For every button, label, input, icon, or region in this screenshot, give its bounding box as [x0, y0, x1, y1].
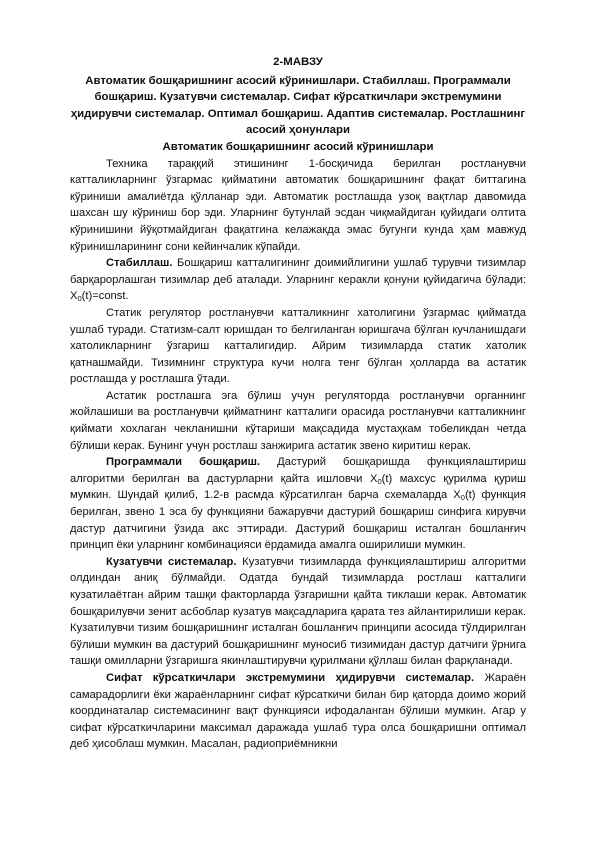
paragraph-astatic: [70, 388, 526, 454]
paragraph-text-cont: (t)=const.: [81, 290, 129, 303]
paragraph-lead: Стабиллаш.: [106, 257, 173, 270]
paragraph-intro: [70, 156, 526, 256]
paragraph-static-regulator: [70, 305, 526, 388]
paragraph-program-control: [70, 454, 526, 554]
paragraph-text: Жараён самарадорлиги ёки жараёнларнинг сифат кўрсаткичи билан бир қаторда доимо жорий координаталар системасининг вақт функцияси ифодаланган бўлиши мумкин. Агар у сифат кўрсаткичларини максимал даражада ушлаб тура олса бошқаришни оптимал деб ҳисоблаш мумкин. Масалан, радиоприёмникни: [70, 671, 526, 751]
section-title: Автоматик бошқаришнинг асосий кўринишлари: [162, 140, 434, 153]
topic-number: 2-МАВЗУ: [273, 56, 323, 68]
paragraph-text: Астатик ростлашга эга бўлиш учун регуляторда ростланувчи органнинг жойлашиши ва ростланувчи қийматнинг катталиги орасида ростланувчи катталикнинг қиймати хохлаган чекланишни кўтариши мақсадида мустаҳкам тобеликдан четда бўлиши керак. Бунинг учун ростлаш занжирига астатик звено киритиш керак.: [70, 389, 526, 452]
paragraph-text: Дастурий бошқаришда функциялаштириш алгоритми берилган ва дастурларни қайта ишловчи X: [70, 456, 527, 485]
subscript: 0: [77, 294, 82, 304]
paragraph-text: Кузатувчи тизимларда функциялаштириш алгоритми олдиндан аниқ бўлмайди. Одатда бундай тизимларда ростлаш катталиги кузатилаётган айрим ташқи факторларда ўзгаришни қайта тиклаши керак. Автоматик бошқарилувчи зенит асбоблар кузатув мақсадларига қарата тез айлантирилиши керак. Кузатилувчи тизим бошқаришнинг исталган бошланғич принципи асосида тўлдирилган бўлиши мумкин ва дастурий бошқаришнинг муносиб тизимидан дастур датчиги ўрнига ташқи омилларни ўзгаришга якинлаштирувчи қурилмани қўллаш билан фарқланади.: [70, 555, 527, 668]
subscript: 0: [377, 476, 382, 486]
paragraph-text-end: (t) функция берилган, звено 1 эса бу функцияни бажарувчи дастурий бошқариш синфига кирувчи дастур датчигини ўзида акс эттиради. Дастурий бошқариш исталган бошланғич принцип ёки уларнинг комбинацияси ёрдамида амалга оширилиши мумкин.: [70, 489, 526, 552]
paragraph-text: Техника тараққий этишининг 1-босқичида берилган ростланувчи катталикларнинг ўзгармас қийматини автоматик бошқаришнинг фақат биттагина кўриниши амалиётда қўлланар эди. Автоматик ростлашда узоқ вақтлар давомида шахсан шу кўриниш бор эди. Уларнинг бутунлай эсдан чиқмайдиган қуйидаги олтита кўринишини йўқотмайдиган фақатгина келажакда эмас бугунги кунда ҳам мавжуд кўринишларининг сони кейинчалик кўпайди.: [70, 157, 526, 253]
paragraph-text-cont: (t) махсус қурилма қуриш мумкин. Шундай қилиб, 1.2-в расмда кўрсатилган барча схемаларда X: [70, 472, 526, 502]
document-page: [70, 54, 526, 753]
subscript: 0: [460, 493, 465, 503]
paragraph-text: Бошқариш катталигининг доимийлигини ушлаб турувчи тизимлар барқарорлашган тизимлар деб аталади. Уларнинг керакли қонуни қуйидагича бўлади: X: [70, 257, 526, 303]
paragraph-tracking-systems: [70, 554, 526, 670]
paragraph-lead: Программали бошқариш.: [106, 456, 261, 469]
topic-title: Автоматик бошқаришнинг асосий кўринишлари. Стабиллаш. Программали бошқариш. Кузатувчи системалар. Сифат кўрсаткичлари экстремумини ҳидирувчи системалар. Оптимал бошқариш. Адаптив системалар. Ростлашнинг асосий ҳонунлари: [70, 74, 526, 137]
paragraph-lead: Сифат кўрсаткичлари экстремумини ҳидирувчи системалар.: [106, 671, 475, 684]
paragraph-lead: Кузатувчи системалар.: [106, 555, 237, 568]
paragraph-stabilization: [70, 255, 526, 305]
paragraph-text: Статик регулятор ростланувчи катталикнинг хатолигини ўзгармас қийматда ушлаб туради. Статизм-салт юришдан то белгиланган юришгача бўлган кучланишдаги хатоликларнинг ўзгариш катталигидир. Айрим тизимларда статик хатолик қатнашмайди. Тизимнинг структура кучи нолга тенг бўлган ҳолларда ва астатик ростлашда у ростлашга ўтади.: [70, 306, 526, 386]
paragraph-extremum-systems: [70, 670, 526, 753]
